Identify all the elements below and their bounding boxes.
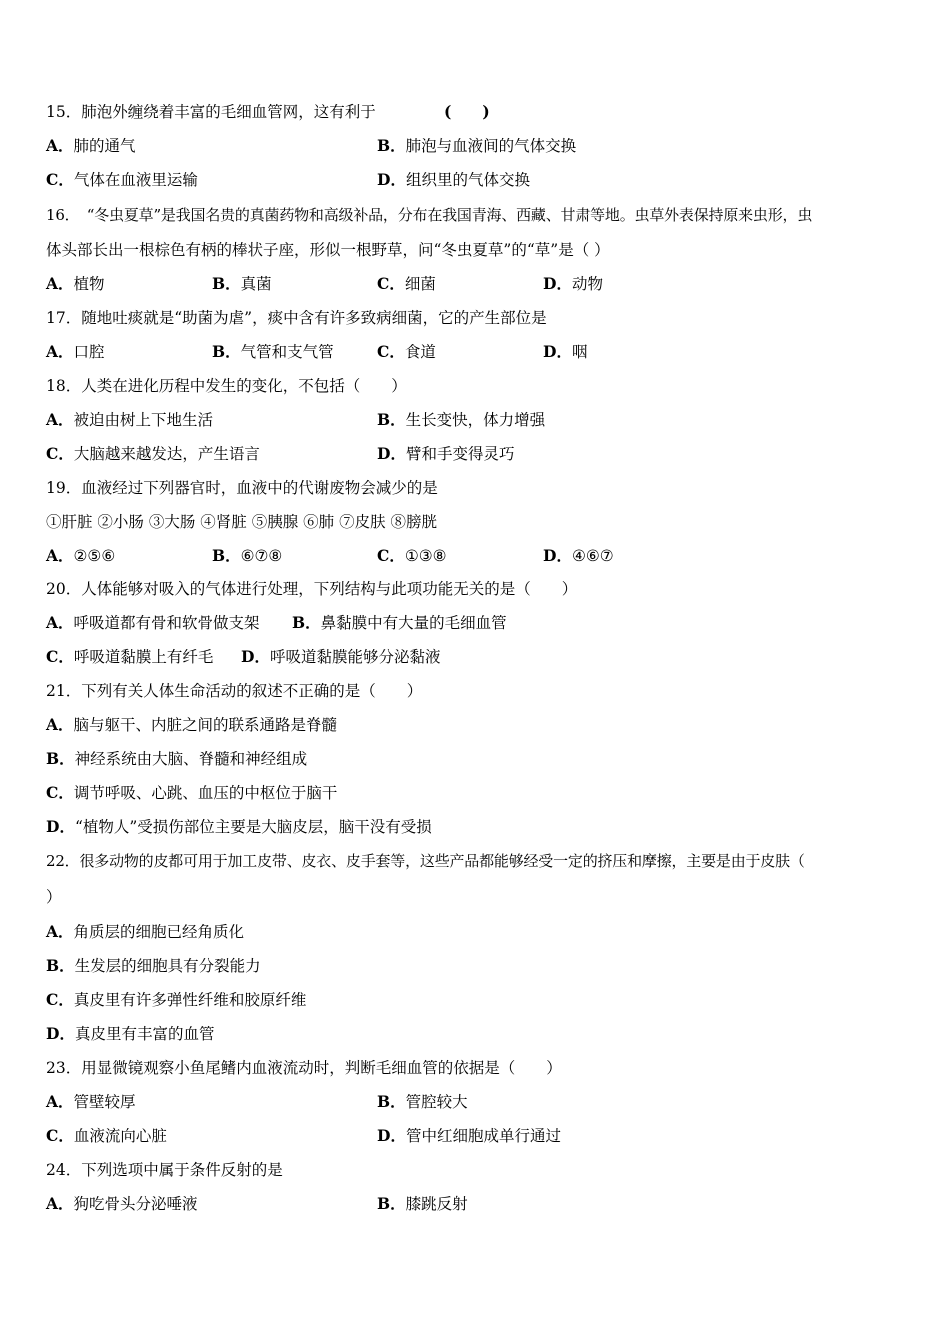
option-a: A．脑与躯干、内脏之间的联系通路是脊髓	[46, 715, 338, 734]
option-b: B．神经系统由大脑、脊髓和神经组成	[46, 749, 308, 768]
question-19	[46, 476, 438, 500]
option-d: D．真皮里有丰富的血管	[46, 1024, 215, 1043]
question-21	[46, 679, 422, 703]
question-24	[46, 1158, 283, 1182]
option-b: B．生发层的细胞具有分裂能力	[46, 956, 261, 975]
question-stem: 23．用显微镜观察小鱼尾鳍内血液流动时，判断毛细血管的依据是（ ）	[46, 1059, 562, 1077]
option-c: C．调节呼吸、心跳、血压的中枢位于脑干	[46, 783, 338, 802]
question-stem: 20．人体能够对吸入的气体进行处理，下列结构与此项功能无关的是（ ）	[46, 580, 578, 598]
option-b: B．管腔较大	[377, 1092, 468, 1111]
option-b: B．膝跳反射	[377, 1194, 468, 1213]
question-15	[46, 100, 490, 124]
question-stem: 18．人类在进化历程中发生的变化，不包括（ ）	[46, 377, 407, 395]
question-stem: 体头部长出一根棕色有柄的棒状子座，形似一根野草，问“冬虫夏草”的“草”是（ ）	[46, 241, 610, 259]
question-23	[46, 1056, 562, 1080]
question-stem: 17．随地吐痰就是“助菌为虐”，痰中含有许多致病细菌，它的产生部位是	[46, 309, 547, 327]
option-b: B．肺泡与血液间的气体交换	[377, 136, 577, 155]
question-stem: 24．下列选项中属于条件反射的是	[46, 1161, 283, 1179]
question-16	[46, 203, 812, 227]
option-b: B．⑥⑦⑧	[212, 546, 283, 565]
question-22-continued	[46, 885, 62, 909]
option-d: D．臂和手变得灵巧	[377, 444, 515, 463]
option-a: A．植物	[46, 274, 105, 293]
question-20	[46, 577, 577, 601]
question-22	[46, 849, 805, 873]
option-a: A．呼吸道都有骨和软骨做支架	[46, 613, 260, 632]
question-stem: 16． “冬虫夏草”是我国名贵的真菌药物和高级补品，分布在我国青海、西藏、甘肃等地。虫草外表保持原来虫形，虫	[46, 206, 813, 224]
option-a: A．口腔	[46, 342, 105, 361]
option-d: D．组织里的气体交换	[377, 170, 530, 189]
question-18	[46, 374, 407, 398]
question-stem: 15．肺泡外缠绕着丰富的毛细血管网，这有利于	[46, 103, 376, 121]
option-d: D．④⑥⑦	[543, 546, 614, 565]
option-d: D．动物	[543, 274, 603, 293]
option-a: A．肺的通气	[46, 136, 136, 155]
question-stem: 22．很多动物的皮都可用于加工皮带、皮衣、皮手套等，这些产品都能够经受一定的挤压和摩擦，主要是由于皮肤（	[46, 852, 805, 870]
option-c: C．①③⑧	[377, 546, 447, 565]
option-d: D．呼吸道黏膜能够分泌黏液	[241, 647, 441, 666]
option-d: D．“植物人”受损伤部位主要是大脑皮层，脑干没有受损	[46, 817, 432, 836]
question-stem: 21．下列有关人体生命活动的叙述不正确的是（ ）	[46, 682, 423, 700]
option-a: A．被迫由树上下地生活	[46, 410, 214, 429]
question-16-continued	[46, 238, 610, 262]
option-c: C．呼吸道黏膜上有纤毛	[46, 647, 214, 666]
option-a: A．管壁较厚	[46, 1092, 136, 1111]
option-c: C．真皮里有许多弹性纤维和胶原纤维	[46, 990, 307, 1009]
option-c: C．血液流向心脏	[46, 1126, 167, 1145]
question-stem: 19．血液经过下列器官时，血液中的代谢废物会减少的是	[46, 479, 438, 497]
option-d: D．咽	[543, 342, 588, 361]
option-c: C．食道	[377, 342, 436, 361]
option-a: A．②⑤⑥	[46, 546, 116, 565]
option-d: D．管中红细胞成单行通过	[377, 1126, 561, 1145]
answer-paren: ( )	[444, 102, 490, 121]
question-stem: ）	[46, 888, 62, 906]
option-c: C．气体在血液里运输	[46, 170, 198, 189]
option-b: B．鼻黏膜中有大量的毛细血管	[292, 613, 507, 632]
option-b: B．气管和支气管	[212, 342, 334, 361]
organ-list-text: ①肝脏 ②小肠 ③大肠 ④肾脏 ⑤胰腺 ⑥肺 ⑦皮肤 ⑧膀胱	[46, 513, 437, 531]
option-b: B．生长变快，体力增强	[377, 410, 546, 429]
option-c: C．细菌	[377, 274, 436, 293]
option-a: A．角质层的细胞已经角质化	[46, 922, 245, 941]
option-b: B．真菌	[212, 274, 272, 293]
organ-list	[46, 510, 437, 534]
option-c: C．大脑越来越发达，产生语言	[46, 444, 260, 463]
option-a: A．狗吃骨头分泌唾液	[46, 1194, 198, 1213]
question-17	[46, 306, 547, 330]
